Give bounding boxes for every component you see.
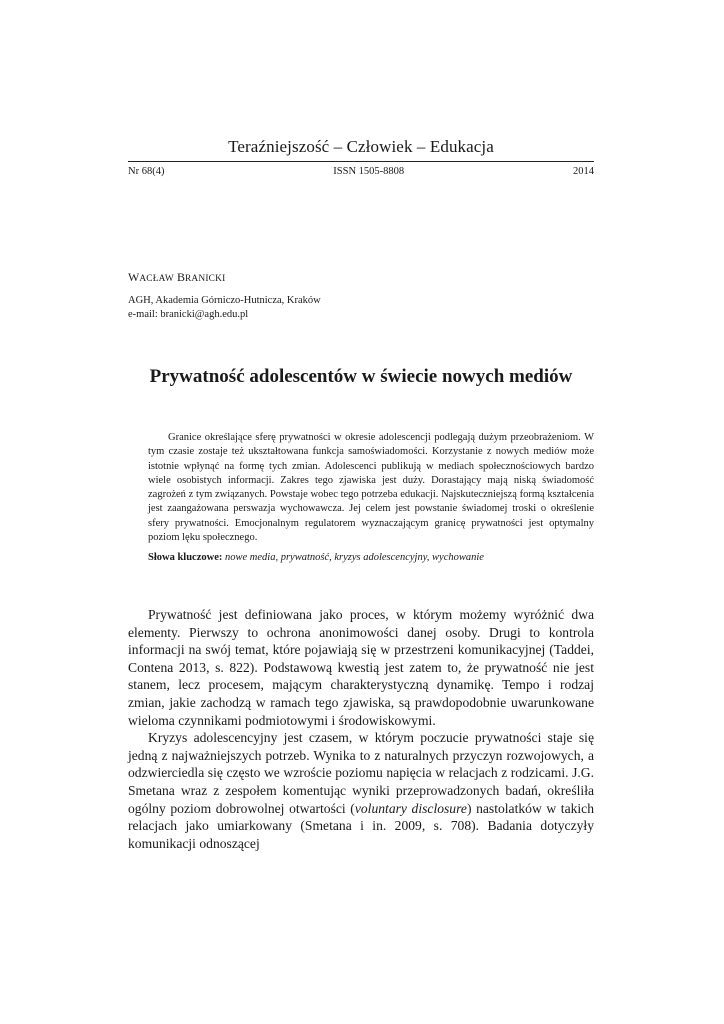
issue-meta-row	[128, 166, 594, 177]
author-affiliation-block	[128, 294, 321, 322]
author-name	[128, 270, 225, 285]
body-paragraph-2-start: Kryzys adolescencyjny jest czasem, w którym poczucie prywatności staje się jedną z najważniejszych potrzeb. Wynika to z naturalnych przyczyn rozwojowych, a odzwierciedla się często we wzroście poziomu napięcia w relacjach z rodzicami. J.G. Smetana wraz z zespołem komentując wyniki przeprowadzonych badań, określiła ogólny poziom dobrowolnej otwartości (	[128, 730, 594, 816]
year: 2014	[573, 166, 594, 177]
journal-title: Teraźniejszość – Człowiek – Edukacja	[228, 137, 494, 156]
author-email: e-mail: branicki@agh.edu.pl	[128, 309, 249, 320]
author-affiliation: AGH, Akademia Górniczo-Hutnicza, Kraków	[128, 295, 321, 306]
keywords-label: Słowa kluczowe:	[148, 552, 223, 563]
body-paragraph-2	[128, 729, 594, 852]
author-last-initial: B	[176, 270, 185, 284]
body-text	[128, 606, 594, 852]
keywords-list: nowe media, prywatność, kryzys adolescencyjny, wychowanie	[225, 552, 484, 563]
abstract: Granice określające sferę prywatności w okresie adolescencji podlegają dużym przeobrażeniom. W tym czasie zostaje też ukształtowana funkcja samoświadomości. Korzystanie z nowych mediów może istotnie wpłynąć na formę tych zmian. Adolescenci publikują w mediach społecznościowych bardzo wiele osobistych informacji. Zakres tego zjawiska jest duży. Dorastający mają niską świadomość zagrożeń z tym związanych. Powstaje wobec tego potrzeba edukacji. Najskuteczniejszą formą kształcenia jest zaangażowana perswazja wychowawcza. Jej celem jest powstanie świadomej troski o określenie sfery prywatności. Emocjonalnym regulatorem wyznaczającym granicę prywatności jest optymalny poziom lęku społecznego.	[148, 432, 594, 543]
author-first-initial: W	[128, 270, 140, 284]
paper-title: Prywatność adolescentów w świecie nowych mediów	[149, 366, 573, 387]
body-paragraph-1: Prywatność jest definiowana jako proces, w którym możemy wyróżnić dwa elementy. Pierwszy to ochrona anonimowości danej osoby. Drugi to kontrola informacji na swój temat, które pojawiają się w przestrzeni komunikacyjnej (Taddei, Contena 2013, s. 822). Podstawową kwestią jest zatem to, że prywatność nie jest stanem, lecz procesem, mającym charakterystyczną dynamikę. Tempo i rodzaj zmian, jakie zachodzą w ramach tego zjawiska, są prawdopodobnie uwarunkowane wieloma czynnikami podmiotowymi i środowiskowymi.	[128, 607, 594, 728]
issue-number: Nr 68(4)	[128, 166, 165, 177]
author-first-rest: ACŁAW	[139, 274, 174, 284]
issn: ISSN 1505-8808	[333, 166, 405, 177]
keywords	[148, 552, 594, 563]
body-paragraph-2-end: ) nastolatków w takich relacjach jako umiarkowany (Smetana i in. 2009, s. 708). Badania dotyczyły komunikacji odnoszącej	[128, 800, 595, 851]
body-paragraph-2-italic: voluntary disclosure	[354, 800, 467, 816]
header-divider	[128, 161, 594, 162]
author-last-rest: RANICKI	[184, 274, 226, 284]
